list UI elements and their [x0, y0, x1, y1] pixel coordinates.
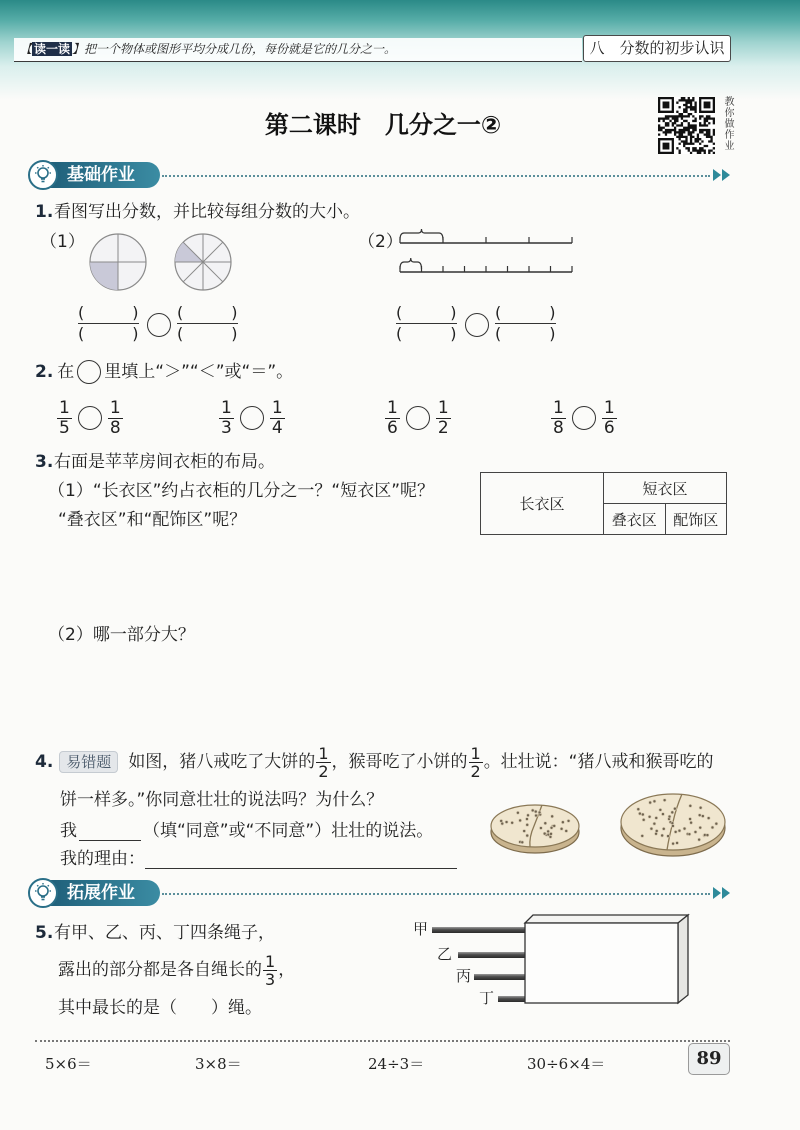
- numerator: 1: [437, 397, 449, 418]
- fraction: [57, 399, 72, 438]
- cell-long-clothes: 长衣区: [481, 473, 604, 535]
- answer-blank[interactable]: [79, 822, 141, 841]
- sesame-dot: [668, 815, 671, 818]
- q4-text-b: ，猴哥吃了小饼的: [331, 752, 468, 772]
- denominator-blank[interactable]: ( ): [78, 324, 139, 343]
- double-arrow-icon: [713, 887, 731, 899]
- sesame-dot: [539, 827, 542, 830]
- q5-line3: 其中最长的是（ ）绳。: [58, 998, 262, 1018]
- page-title: 第二课时 几分之一②: [264, 111, 502, 139]
- sesame-dot: [550, 826, 553, 829]
- denominator-blank[interactable]: ( ): [177, 324, 238, 343]
- denominator-blank[interactable]: ( ): [396, 324, 457, 343]
- sesame-dot: [672, 842, 675, 845]
- sesame-dot: [661, 834, 664, 837]
- sesame-dot: [531, 809, 534, 812]
- sesame-dot: [523, 830, 526, 833]
- reading-tip: [20, 41, 396, 57]
- sesame-dot: [655, 832, 658, 835]
- sesame-dot: [711, 826, 714, 829]
- numerator-blank[interactable]: ( ): [78, 303, 139, 322]
- q1-part2-label: （2）: [358, 232, 403, 252]
- fraction-blank[interactable]: [495, 304, 556, 343]
- denominator: 4: [271, 417, 283, 438]
- sesame-dot: [519, 819, 522, 822]
- sesame-dot: [707, 817, 710, 820]
- box-side: [678, 915, 688, 1003]
- numerator: 1: [109, 397, 121, 418]
- sesame-dot: [553, 824, 556, 827]
- fraction-blank[interactable]: [177, 304, 238, 343]
- fraction: [108, 399, 123, 438]
- sesame-dot: [501, 822, 504, 825]
- section-title: 基础作业: [67, 165, 135, 185]
- sesame-dot: [688, 833, 691, 836]
- section-header-extend: [30, 880, 730, 908]
- sesame-dot: [655, 816, 658, 819]
- sesame-dot: [521, 841, 524, 844]
- numerator: 1: [470, 743, 481, 763]
- sesame-dot: [701, 815, 704, 818]
- sesame-dot: [526, 834, 529, 837]
- sesame-dot: [673, 807, 676, 810]
- page-number: 89: [688, 1043, 730, 1075]
- q1-number: 1.: [35, 202, 54, 222]
- circle-symbol: [77, 360, 101, 384]
- section-pill: [30, 880, 160, 906]
- q5-number: 5.: [35, 923, 54, 943]
- fraction: [219, 399, 234, 438]
- rope-jia: [432, 927, 528, 933]
- fraction: [270, 399, 285, 438]
- large-pancake: [618, 792, 730, 862]
- tip-text: 把一个物体或图形平均分成几份，每份就是它的几分之一。: [84, 42, 397, 56]
- numerator: 1: [271, 397, 283, 418]
- sesame-dot: [565, 829, 568, 832]
- rope-yi: [458, 952, 528, 958]
- numerator: 1: [318, 743, 329, 763]
- sesame-dot: [662, 827, 665, 830]
- q5-line2-text: 露出的部分都是各自绳长的: [58, 960, 262, 980]
- sesame-dot: [560, 827, 563, 830]
- sesame-dot: [671, 811, 674, 814]
- q4-line1: [35, 742, 714, 782]
- q4-line3-start: 我: [60, 821, 77, 841]
- rope-label-jia: 甲: [413, 920, 429, 938]
- sesame-dot: [699, 806, 702, 809]
- q2-text-after: 里填上“＞”“＜”或“＝”。: [104, 362, 294, 382]
- sesame-dot: [551, 815, 554, 818]
- numerator-blank[interactable]: ( ): [177, 303, 238, 322]
- sesame-dot: [671, 824, 674, 827]
- sesame-dot: [516, 811, 519, 814]
- q1-part1-label: （1）: [40, 232, 85, 252]
- fraction-circle-quarters: [88, 232, 148, 292]
- compare-circle[interactable]: [147, 313, 171, 337]
- sesame-dot: [543, 832, 546, 835]
- oral-exercise: 3×8＝: [195, 1055, 242, 1073]
- fraction: [551, 399, 566, 438]
- fraction-circle-eighths: [173, 232, 233, 292]
- sesame-dot: [638, 812, 641, 815]
- compare-pair: [550, 398, 618, 438]
- numerator: 1: [603, 397, 615, 418]
- sesame-dot: [683, 827, 686, 830]
- denominator: 6: [603, 417, 615, 438]
- denominator: 3: [265, 969, 276, 989]
- rope-label-ding: 丁: [479, 989, 495, 1007]
- section-title: 拓展作业: [67, 883, 135, 903]
- fraction: [385, 399, 400, 438]
- sesame-dot: [678, 829, 681, 832]
- qr-caption: 教你做作业: [722, 96, 733, 151]
- fraction: [602, 399, 617, 438]
- numerator: 1: [221, 397, 232, 418]
- fraction: [316, 745, 330, 780]
- q2-number: 2.: [35, 362, 54, 382]
- q3-number: 3.: [35, 452, 54, 472]
- q3-text: 右面是苹苹房间衣柜的布局。: [54, 452, 275, 472]
- sesame-dot: [663, 799, 666, 802]
- denominator-blank[interactable]: ( ): [495, 324, 556, 343]
- sesame-dot: [653, 800, 656, 803]
- denominator: 3: [221, 417, 232, 438]
- segment-brace: [400, 229, 443, 240]
- sesame-dot: [544, 822, 547, 825]
- fraction-blank[interactable]: [78, 304, 139, 343]
- tip-bracket-close: 】: [72, 42, 85, 56]
- sesame-dot: [642, 818, 645, 821]
- sesame-dot: [715, 822, 718, 825]
- fraction: [263, 953, 277, 988]
- reason-answer-line[interactable]: [145, 850, 457, 869]
- sesame-dot: [637, 808, 640, 811]
- wardrobe-layout-table: [480, 472, 727, 535]
- sesame-dot: [525, 818, 528, 821]
- oral-exercise: 24÷3＝: [368, 1055, 425, 1073]
- sesame-dot: [511, 821, 514, 824]
- footer-divider: [35, 1040, 730, 1042]
- rope-bing: [474, 974, 528, 980]
- sesame-dot: [649, 801, 652, 804]
- denominator: 2: [437, 417, 449, 438]
- sesame-dot: [641, 834, 644, 837]
- error-prone-tag: 易错题: [59, 751, 118, 773]
- section-pill: [30, 162, 160, 188]
- numerator-blank[interactable]: ( ): [396, 303, 457, 322]
- fraction-blank[interactable]: [396, 304, 457, 343]
- sesame-dot: [538, 811, 541, 814]
- sesame-dot: [549, 835, 552, 838]
- rope-box-figure: [405, 908, 695, 1010]
- sesame-dot: [641, 813, 644, 816]
- denominator: 5: [59, 417, 70, 438]
- sesame-dot: [667, 835, 670, 838]
- reading-tip-bar: [14, 38, 582, 62]
- sesame-dot: [535, 814, 538, 817]
- sesame-dot: [698, 814, 701, 817]
- q4-line3: [60, 820, 433, 842]
- sesame-dot: [567, 819, 570, 822]
- denominator: 2: [470, 761, 481, 781]
- q4-line4: [60, 848, 457, 870]
- compare-circle[interactable]: [78, 406, 102, 430]
- q5-line2: [58, 951, 295, 989]
- fraction: [436, 399, 451, 438]
- rope-label-bing: 丙: [456, 967, 472, 985]
- denominator: 2: [318, 761, 329, 781]
- q3-sub1-line1: （1）“长衣区”约占衣柜的几分之一？“短衣区”呢？: [48, 481, 435, 501]
- shaded-sector: [90, 262, 118, 290]
- oral-exercise: 30÷6×4＝: [527, 1055, 606, 1073]
- numerator: 1: [387, 397, 398, 418]
- cell-accessories: 配饰区: [665, 504, 727, 535]
- q4-line2: 饼一样多。”你同意壮壮的说法吗？为什么？: [60, 790, 384, 810]
- dotted-divider: [162, 175, 710, 177]
- sesame-dot: [534, 810, 537, 813]
- section-header-basic: [30, 162, 730, 190]
- compare-pair: [384, 398, 452, 438]
- denominator: 8: [553, 417, 564, 438]
- sesame-dot: [676, 841, 679, 844]
- sesame-dot: [698, 838, 701, 841]
- sesame-dot: [526, 823, 529, 826]
- tip-bracket-open: 【: [20, 42, 33, 56]
- lightbulb-icon: [28, 160, 58, 190]
- sesame-dot: [550, 832, 553, 835]
- sesame-dot: [653, 822, 656, 825]
- q4-number: 4.: [35, 752, 54, 772]
- sesame-dot: [527, 814, 530, 817]
- denominator: 8: [109, 417, 121, 438]
- oral-exercise: 5×6＝: [45, 1055, 92, 1073]
- dotted-divider: [162, 893, 710, 895]
- sesame-dot: [561, 821, 564, 824]
- fraction: [469, 745, 483, 780]
- compare-pair: [56, 398, 124, 438]
- small-pancake: [488, 800, 584, 860]
- q5-line2-end: ，: [278, 960, 296, 980]
- sesame-dot: [648, 815, 651, 818]
- numerator: 1: [265, 951, 276, 971]
- segment-brace: [400, 258, 422, 269]
- cell-folded-clothes: 叠衣区: [604, 504, 666, 535]
- double-arrow-icon: [713, 169, 731, 181]
- qr-code: [658, 97, 715, 154]
- sesame-dot: [505, 821, 508, 824]
- compare-circle[interactable]: [406, 406, 430, 430]
- numerator: 1: [553, 397, 564, 418]
- sesame-dot: [706, 834, 709, 837]
- q3-sub2: （2）哪一部分大？: [48, 625, 195, 645]
- compare-circle[interactable]: [465, 313, 489, 337]
- q3-sub1-line2: “叠衣区”和“配饰区”呢？: [58, 510, 247, 530]
- sesame-dot: [671, 822, 674, 825]
- q4-text-a: 如图，猪八戒吃了大饼的: [128, 752, 316, 772]
- sesame-dot: [650, 827, 653, 830]
- sesame-dot: [690, 821, 693, 824]
- sesame-dot: [659, 808, 662, 811]
- compare-circle[interactable]: [572, 406, 596, 430]
- sesame-dot: [547, 830, 550, 833]
- sesame-dot: [661, 813, 664, 816]
- cell-short-clothes: 短衣区: [604, 473, 727, 504]
- q5-line1: 有甲、乙、丙、丁四条绳子，: [54, 923, 275, 943]
- unit-label: 八 分数的初步认识: [583, 35, 731, 62]
- sesame-dot: [689, 804, 692, 807]
- q2-text-before: 在: [57, 362, 75, 382]
- segment-bar-2: [398, 255, 576, 279]
- sesame-dot: [674, 830, 677, 833]
- box-top: [525, 915, 688, 923]
- q1-text: 看图写出分数，并比较每组分数的大小。: [54, 202, 360, 222]
- q4-line3-end: （填“同意”或“不同意”）壮壮的说法。: [143, 821, 434, 841]
- q4-text-c: 。壮壮说：“猪八戒和猴哥吃的: [483, 752, 714, 772]
- denominator: 6: [387, 417, 398, 438]
- rope-ding: [498, 996, 528, 1002]
- sesame-dot: [694, 831, 697, 834]
- rope-label-yi: 乙: [437, 945, 453, 963]
- numerator-blank[interactable]: ( ): [495, 303, 556, 322]
- sesame-dot: [689, 818, 692, 821]
- sesame-dot: [655, 829, 658, 832]
- reading-tag: 读一读: [34, 42, 71, 56]
- segment-bar-1: [398, 226, 576, 250]
- lightbulb-icon: [28, 878, 58, 908]
- box-front: [525, 923, 678, 1003]
- compare-pair: [218, 398, 286, 438]
- q2-prompt: [35, 360, 293, 384]
- compare-circle[interactable]: [240, 406, 264, 430]
- numerator: 1: [59, 397, 70, 418]
- reason-label: 我的理由：: [60, 849, 145, 869]
- sesame-dot: [699, 826, 702, 829]
